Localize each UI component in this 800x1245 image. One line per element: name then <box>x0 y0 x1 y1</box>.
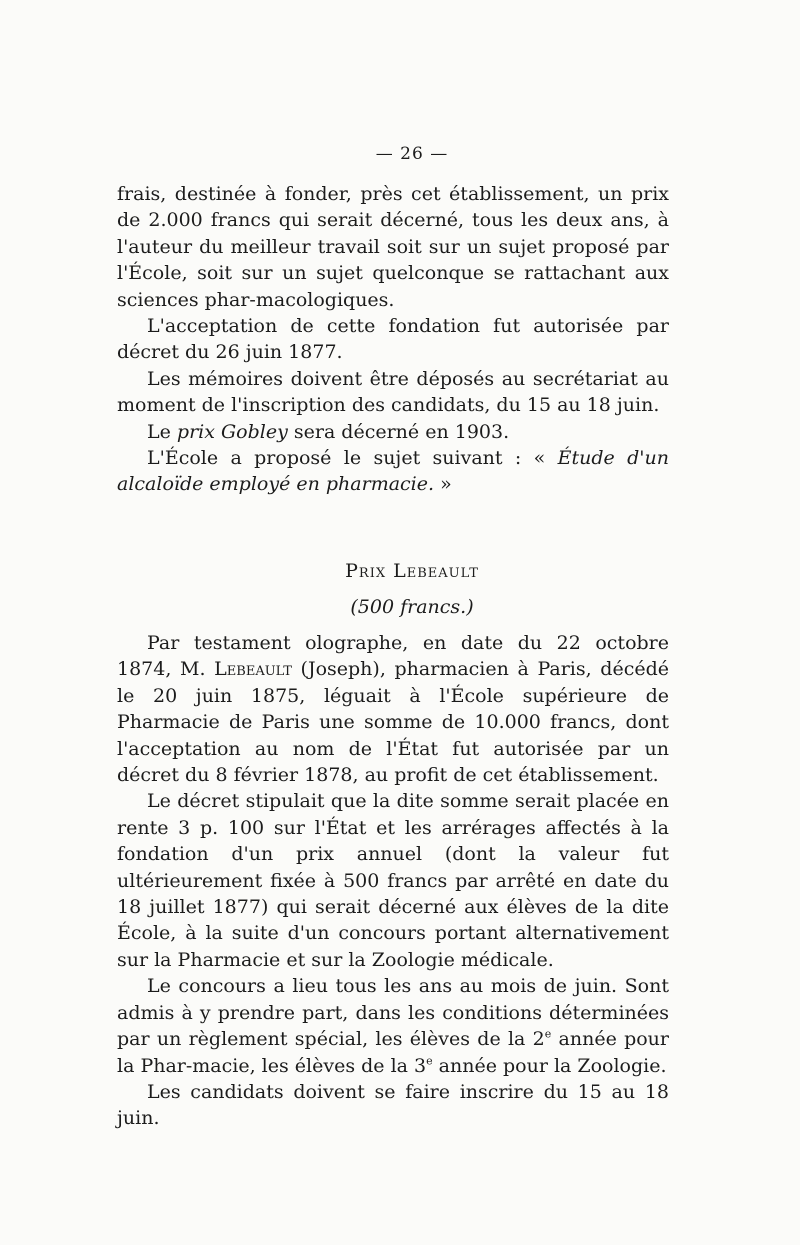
text-run: sera décerné en 1903. <box>287 420 510 443</box>
text-run: Par testament olographe, en date du 22 octobre 1874, M. <box>117 632 669 681</box>
section-gobley-text <box>117 181 669 498</box>
paragraph: Les mémoires doivent être déposés au secrétariat au moment de l'inscription des candidats, du 15 au 18 juin. <box>117 367 669 417</box>
paragraph: frais, destinée à fonder, près cet établissement, un prix de 2.000 francs qui serait décerné, tous les deux ans, à l'auteur du meilleur travail soit sur un sujet proposé par l'École, soit sur un sujet quelconque se rattachant aux sciences phar-macologiques. <box>117 183 669 311</box>
paragraph <box>117 973 669 1079</box>
paragraph: Le décret stipulait que la dite somme serait placée en rente 3 p. 100 sur l'État et les arrérages affectés à la fondation d'un prix annuel (dont la valeur fut ultérieurement fixée à 500 francs par arrêté en date du 18 juillet 1877) qui serait décerné aux élèves de la dite École, à la suite d'un concours portant alternativement sur la Pharmacie et sur la Zoologie médicale. <box>117 790 669 971</box>
section-subtitle: (500 francs.) <box>350 596 474 618</box>
person-name: Lebeault <box>214 658 292 681</box>
page-number: — 26 — <box>375 144 449 164</box>
superscript: e <box>426 1054 433 1068</box>
paragraph <box>117 419 669 445</box>
text-run: Le <box>147 420 177 443</box>
section-lebeault-text <box>117 630 669 1132</box>
paragraph: Les candidats doivent se faire inscrire du 15 au 18 juin. <box>117 1080 669 1130</box>
text-run: Le concours a lieu tous les ans au mois de juin. Sont admis à y prendre part, dans les conditions déterminées par un règlement spécial, les élèves de la 2 <box>117 975 669 1051</box>
text-run: L'École a proposé le sujet suivant : « <box>147 447 558 470</box>
italic-prize-name: prix Gobley <box>176 420 288 443</box>
superscript: e <box>544 1027 552 1041</box>
paragraph <box>117 630 669 788</box>
paragraph <box>117 445 669 498</box>
italic-subject: Étude d'un alcaloïde employé en pharmacie. <box>117 447 669 496</box>
text-run: » <box>434 473 452 496</box>
text-run: année pour la Phar-macie, les élèves de la 3 <box>117 1028 669 1077</box>
paragraph: L'acceptation de cette fondation fut autorisée par décret du 26 juin 1877. <box>117 315 669 364</box>
section-title: Prix Lebeault <box>345 560 479 582</box>
text-run: année pour la Zoologie. <box>432 1054 667 1077</box>
text-run: (Joseph), pharmacien à Paris, décédé le 20 juin 1875, léguait à l'École supérieure de Pharmacie de Paris une somme de 10.000 francs, dont l'acceptation au nom de l'État fut autorisée par un décret du 8 février 1878, au profit de cet établissement. <box>117 658 670 787</box>
